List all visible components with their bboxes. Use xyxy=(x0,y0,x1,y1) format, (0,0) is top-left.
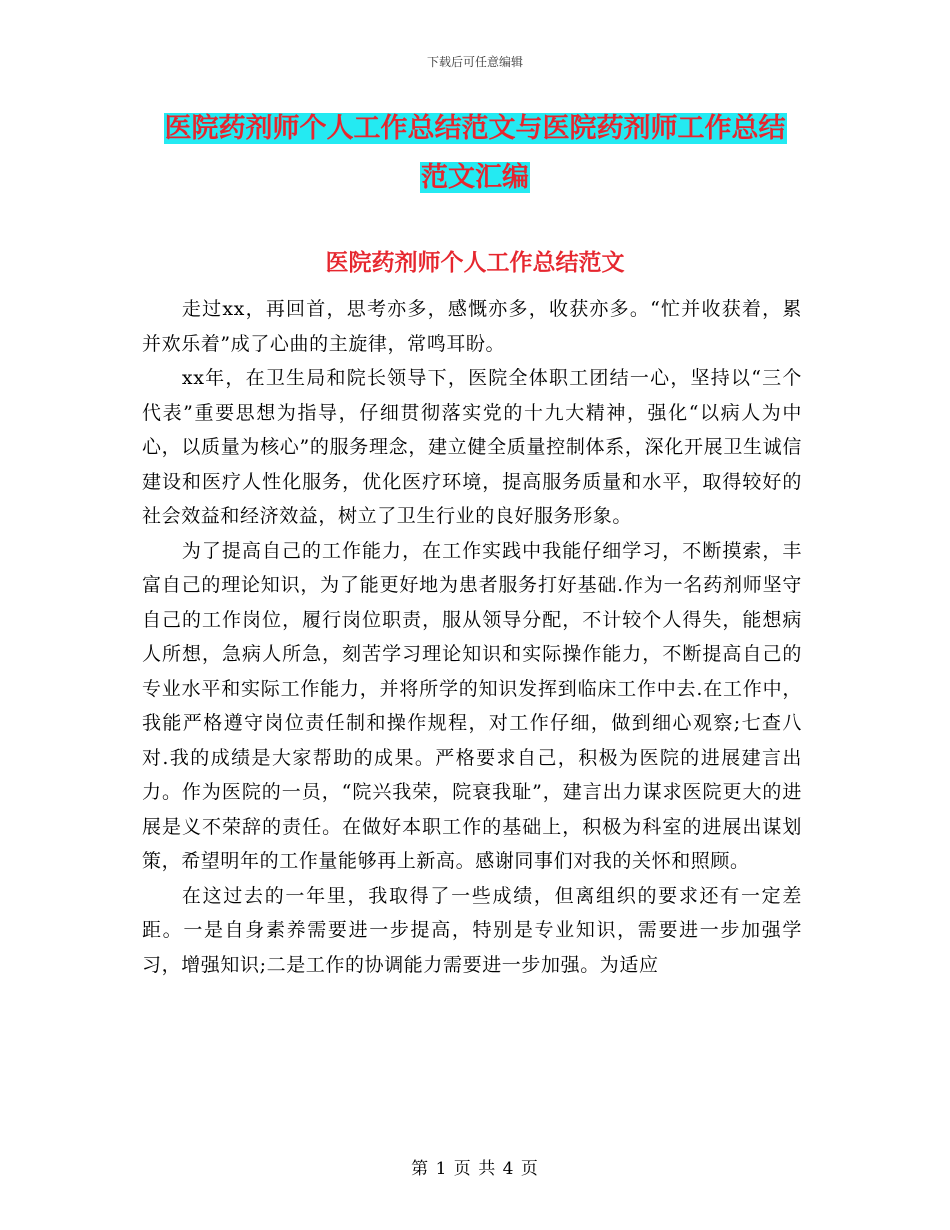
page-number: 第 1 页 共 4 页 xyxy=(411,1159,539,1179)
paragraph: xx年，在卫生局和院长领导下，医院全体职工团结一心，坚持以“三个代表”重要思想为指导，仔细贯彻落实党的十九大精神，强化“以病人为中心，以质量为核心”的服务理念，建立健全质量控制体系，深化开展卫生诚信建设和医疗人性化服务，优化医疗环境，提高服务质量和水平，取得较好的社会效益和经济效益，树立了卫生行业的良好服务形象。 xyxy=(142,367,802,527)
paragraph: 走过xx，再回首，思考亦多，感慨亦多，收获亦多。“忙并收获着，累并欢乐着”成了心曲的主旋律，常鸣耳盼。 xyxy=(142,298,802,355)
document-title-line-2: 范文汇编 xyxy=(421,162,529,193)
paragraph: 在这过去的一年里，我取得了一些成绩，但离组织的要求还有一定差距。一是自身素养需要进一步提高，特别是专业知识，需要进一步加强学习，增强知识;二是工作的协调能力需要进一步加强。为适应 xyxy=(142,884,802,976)
paragraph: 为了提高自己的工作能力，在工作实践中我能仔细学习，不断摸索，丰富自己的理论知识，为了能更好地为患者服务打好基础.作为一名药剂师坚守自己的工作岗位，履行岗位职责，服从领导分配，不计较个人得失，能想病人所想，急病人所急，刻苦学习理论知识和实际操作能力，不断提高自己的专业水平和实际工作能力，并将所学的知识发挥到临床工作中去.在工作中，我能严格遵守岗位责任制和操作规程，对工作仔细，做到细心观察;七查八对.我的成绩是大家帮助的成果。严格要求自己，积极为医院的进展建言出力。作为医院的一员，“院兴我荣，院衰我耻”，建言出力谋求医院更大的进展是义不荣辞的责任。在做好本职工作的基础上，积极为科室的进展出谋划策，希望明年的工作量能够再上新高。感谢同事们对我的关怀和照顾。 xyxy=(142,539,802,872)
document-title xyxy=(140,104,810,202)
document-title-line-1: 医院药剂师个人工作总结范文与医院药剂师工作总结 xyxy=(164,113,786,144)
header-note: 下载后可任意编辑 xyxy=(426,55,523,69)
body-text xyxy=(142,292,802,982)
section-title: 医院药剂师个人工作总结范文 xyxy=(325,249,625,276)
